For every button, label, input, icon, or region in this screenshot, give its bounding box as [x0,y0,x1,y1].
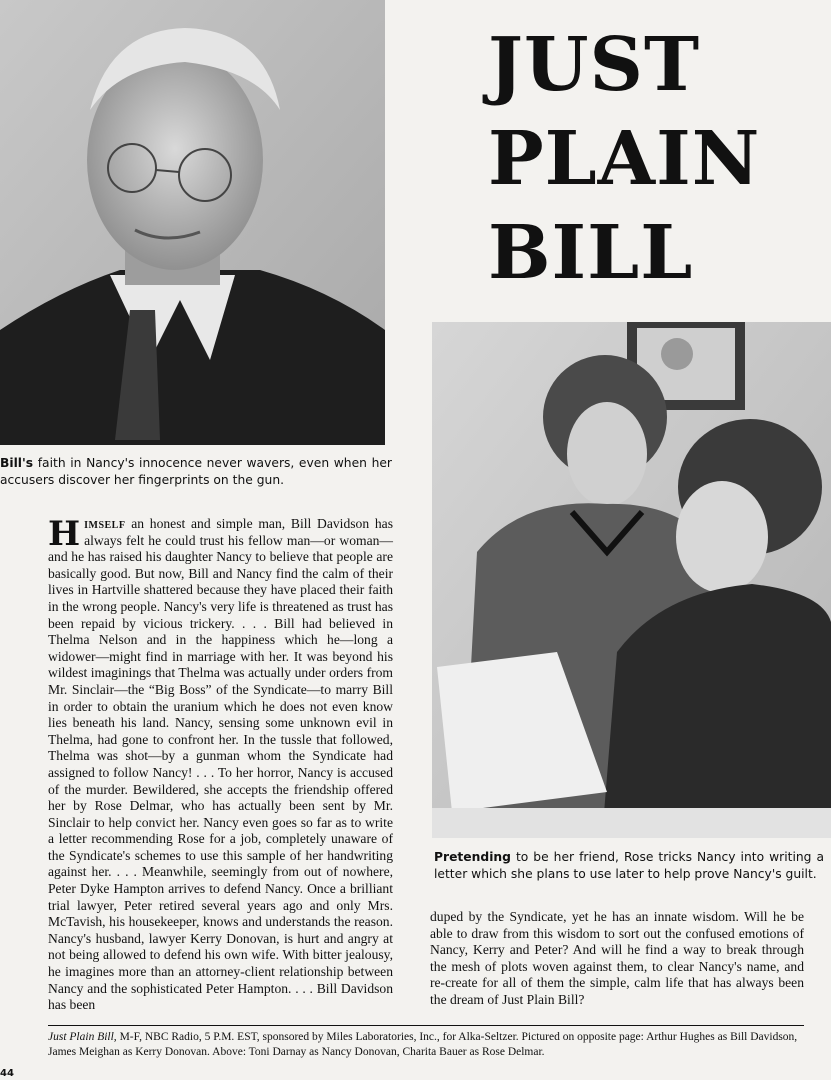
article-left-text: an honest and simple man, Bill Davidson has always felt he could trust his fellow man—or woman—and he has raised his daughter Nancy to believe that people are basically good. But now, Bill and Nancy find the calm of their lives in Hartville shattered because they have placed their faith in the wrong people. Nancy's very life is threatened as trust has been repaid by vicious trickery. . . . Bill had believed in Thelma Nelson and in the happiness which he—long a widower—might find in marriage with her. It was beyond his wildest imaginings that Thelma was actually under orders from Mr. Sinclair—the “Big Boss” of the Syndicate—to marry Bill in order to obtain the uranium which he does not even know lies beneath his land. Nancy, sensing some unknown evil in Thelma, had gone to confront her. In the tussle that followed, Thelma was shot—by a gunman whom the Syndicate had assigned to follow Nancy! . . . To her horror, Nancy is accused of the murder. Bewildered, she accepts the friendship offered her by Rose Delmar, who has actually been sent by Mr. Sinclair to help convict her. Nancy even goes so far as to write a letter recommending Rose for a job, completely unaware of the Syndicate's schemes to use this sample of her handwriting against her. . . . Meanwhile, seemingly from out of nowhere, Peter Dyke Hampton arrives to defend Nancy. Once a brilliant trial lawyer, Peter retired several years ago and only Mrs. McTavish, his housekeeper, knows and understands the reason. Nancy's husband, lawyer Kerry Donovan, is hurt and angry at not being allowed to defend his own wife. With bitter jealousy, he imagines more than an attorney-client relationship between Nancy and the sophisticated Peter Hampton. . . . Bill Davidson has been [48,516,393,1013]
article-lead-word: imself [84,516,126,531]
footer-divider [48,1025,804,1026]
footer-show-title: Just Plain Bill, [48,1031,117,1043]
caption-lead: Pretending [434,850,511,864]
bill-photo-caption [0,455,392,489]
page-number: 44 [0,1068,14,1079]
caption-text: faith in Nancy's innocence never wavers, even when her accusers discover her fingerprints on the gun. [0,456,392,487]
rose-nancy-photo-caption [434,849,824,883]
article-left-column [48,516,393,1014]
footer-credits [48,1030,818,1060]
bill-portrait-illustration [0,0,385,445]
bill-portrait-photo [0,0,385,445]
title-line-2: PLAIN [488,116,761,202]
caption-lead: Bill's [0,456,34,470]
rose-and-nancy-photo [432,322,831,838]
article-right-text: duped by the Syndicate, yet he has an innate wisdom. Will he be able to draw from this wisdom to sort out the confused emotions of Nancy, Kerry and Peter? And will he find a way to break through the mesh of plots woven against them, to clear Nancy's name, and re-create for all of them the simple, calm life that has always been the dream of Just Plain Bill? [430,909,804,1007]
rose-and-nancy-illustration [432,322,831,838]
footer-text: M-F, NBC Radio, 5 P.M. EST, sponsored by Miles Laboratories, Inc., for Alka-Seltzer. Pictured on opposite page: Arthur Hughes as Bill Davidson, James Meighan as Kerry Donovan. Above: Toni Darnay as Nancy Donovan, Charita Bauer as Rose Delmar. [48,1031,798,1058]
article-right-column [430,909,804,1009]
page-title [488,18,818,300]
caption-text: to be her friend, Rose tricks Nancy into writing a letter which she plans to use later to help prove Nancy's guilt. [434,850,824,881]
title-line-3: BILL [488,210,694,296]
drop-cap: H [48,514,81,554]
title-line-1: JUST [488,22,701,108]
